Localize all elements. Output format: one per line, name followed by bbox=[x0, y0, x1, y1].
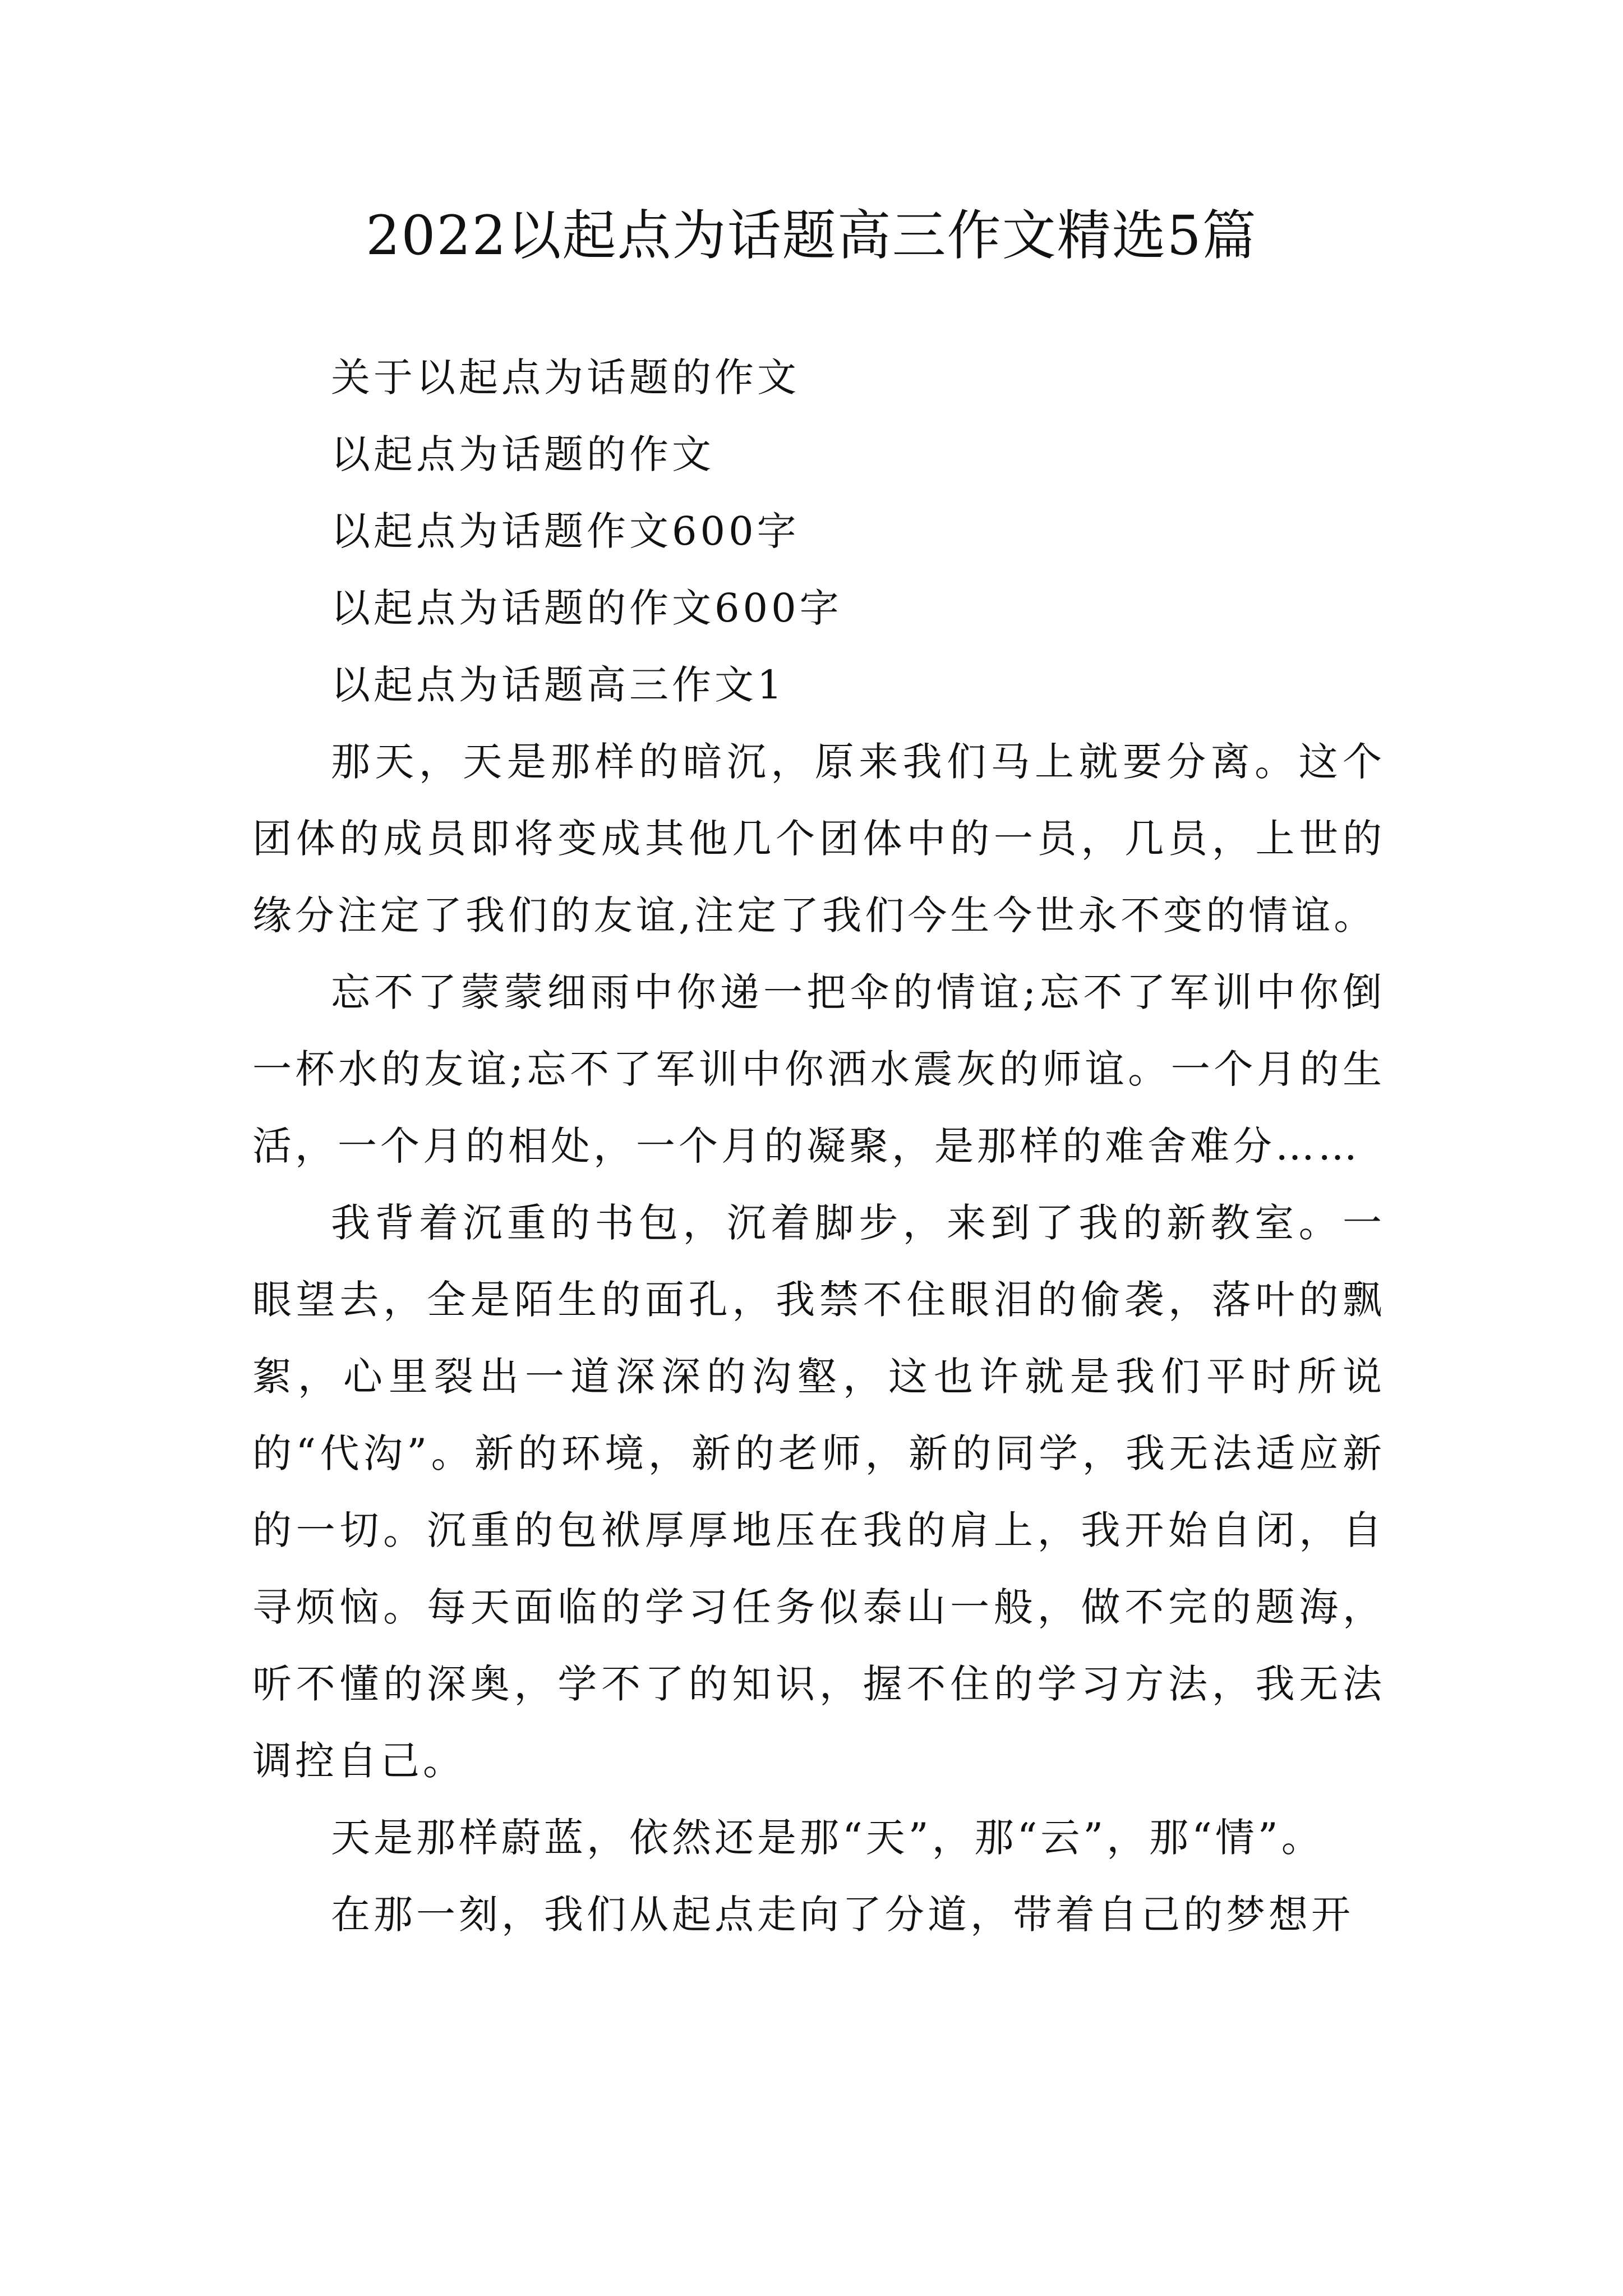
body-paragraph: 在那一刻，我们从起点走向了分道，带着自己的梦想开 bbox=[331, 1892, 1354, 1938]
body-paragraph: 我背着沉重的书包，沉着脚步，来到了我的新教室。一眼望去，全是陌生的面孔，我禁不住眼泪的偷袭，落叶的飘絮，心里裂出一道深深的沟壑，这也许就是我们平时所说的“代沟”。新的环境，新的老师，新的同学，我无法适应新的一切。沉重的包袱厚厚地压在我的肩上，我开始自闭，自寻烦恼。每天面临的学习任务似泰山一般，做不完的题海，听不懂的深奥，学不了的知识，握不住的学习方法，我无法调控自己。 bbox=[252, 1200, 1385, 1784]
section-heading: 以起点为话题高三作文1 bbox=[331, 662, 786, 708]
document-title: 2022以起点为话题高三作文精选5篇 bbox=[366, 204, 1257, 267]
body-paragraph: 那天，天是那样的暗沉，原来我们马上就要分离。这个团体的成员即将变成其他几个团体中的一员，几员，上世的缘分注定了我们的友谊,注定了我们今生今世永不变的情谊。 bbox=[252, 739, 1385, 938]
toc-item: 以起点为话题的作文 bbox=[331, 431, 714, 477]
toc-item: 以起点为话题的作文600字 bbox=[331, 585, 842, 631]
toc-item: 关于以起点为话题的作文 bbox=[331, 355, 800, 401]
body-paragraph: 忘不了蒙蒙细雨中你递一把伞的情谊;忘不了军训中你倒一杯水的友谊;忘不了军训中你洒水震灰的师谊。一个月的生活，一个月的相处，一个月的凝聚，是那样的难舍难分…… bbox=[252, 969, 1385, 1169]
toc-item: 以起点为话题作文600字 bbox=[331, 508, 800, 554]
document-body bbox=[252, 339, 1385, 1953]
body-paragraph: 天是那样蔚蓝，依然还是那“天”，那“云”，那“情”。 bbox=[331, 1815, 1324, 1861]
